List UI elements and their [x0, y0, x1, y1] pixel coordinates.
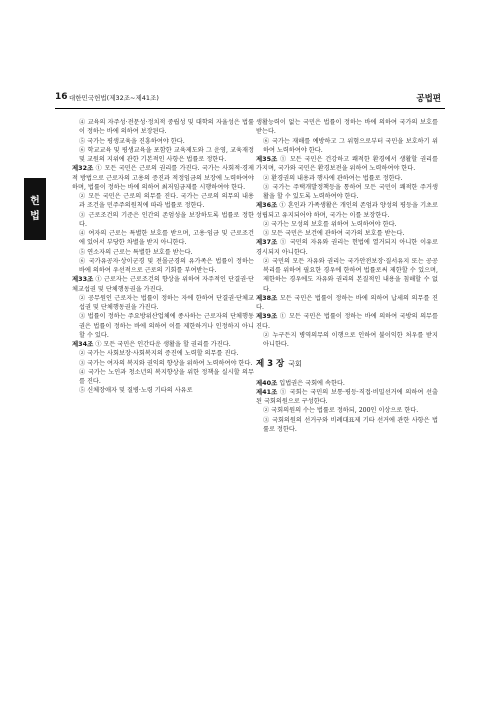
article-paragraph — [256, 312, 438, 331]
article-number: 제37조 — [256, 238, 278, 247]
paragraph-text: ⑥ 학교교육 및 평생교육을 포함한 교육제도와 그 운영, 교육재정 및 교원의 지위에 관한 기본적인 사항은 법률로 정한다. — [79, 146, 254, 163]
running-title: 대한민국헌법(제32조~제41조) — [69, 94, 159, 102]
paragraph-text: ① 국회는 국민의 보통·평등·직접·비밀선거에 의하여 선출된 국회의원으로 구성한다. — [256, 388, 438, 405]
chapter-label: 제 3 장 — [256, 359, 285, 370]
paragraph-text: ⑤ 신체장애자 및 질병·노령 기타의 사유로 — [79, 387, 193, 395]
paragraph-text: ⑤ 국가는 평생교육을 진흥하여야 한다. — [79, 137, 185, 145]
paragraph-text: ③ 국회의원의 선거구와 비례대표제 기타 선거에 관한 사항은 법률로 정한다. — [263, 416, 438, 433]
right-column-articles-bottom — [256, 379, 438, 435]
paragraph-text: ④ 교육의 자주성·전문성·정치적 중립성 및 대학의 자율성은 법률이 정하는 바에 의하여 보장된다. — [79, 119, 254, 136]
paragraph-text: ② 공무원인 근로자는 법률이 정하는 자에 한하여 단결권·단체교섭권 및 단체행동권을 가진다. — [79, 294, 254, 311]
article-number: 제40조 — [256, 378, 278, 387]
article-paragraph — [256, 388, 438, 407]
paragraph-text: 생활능력이 없는 국민은 법률이 정하는 바에 의하여 국가의 보호를 받는다. — [256, 119, 438, 136]
clause-paragraph — [72, 257, 254, 276]
paragraph-text: ① 모든 국민은 인간다운 생활을 할 권리를 가진다. — [95, 341, 231, 348]
clause-paragraph — [72, 312, 254, 340]
clause-paragraph — [72, 368, 254, 387]
paragraph-text: ① 모든 국민은 법률이 정하는 바에 의하여 국방의 의무를 진다. — [256, 313, 439, 330]
chapter-heading — [256, 360, 438, 369]
article-number: 제38조 — [256, 293, 278, 302]
paragraph-text: ⑤ 연소자의 근로는 특별한 보호를 받는다. — [79, 248, 193, 256]
paragraph-text: ① 모든 국민은 건강하고 쾌적한 환경에서 생활할 권리를 가지며, 국가와 국민은 환경보전을 위하여 노력하여야 한다. — [256, 156, 438, 173]
part-label: 공법편 — [416, 94, 441, 104]
article-paragraph — [256, 155, 438, 174]
clause-paragraph — [256, 118, 438, 137]
article-number: 제35조 — [256, 155, 278, 163]
paragraph-text: ③ 국가는 주택개발정책등을 통하여 모든 국민이 쾌적한 주거생활을 할 수 있도록 노력하여야 한다. — [263, 183, 438, 200]
page-header — [55, 90, 445, 108]
clause-paragraph — [72, 192, 254, 211]
right-column-articles-top — [256, 118, 438, 349]
side-tab — [24, 178, 46, 240]
side-tab-char: 헌 — [30, 196, 40, 207]
paragraph-text: ② 누구든지 병역의무의 이행으로 인하여 불이익한 처우를 받지 아니한다. — [263, 331, 438, 348]
paragraph-text: ① 근로자는 근로조건의 향상을 위하여 자주적인 단결권·단체교섭권 및 단체행동권을 가진다. — [72, 276, 254, 293]
paragraph-text: 모든 국민은 법률이 정하는 바에 의하여 납세의 의무를 진다. — [256, 294, 438, 311]
paragraph-text: ③ 국가는 여자의 복지와 권익의 향상을 위하여 노력하여야 한다. — [79, 359, 253, 367]
paragraph-text: ② 국회의원의 수는 법률로 정하되, 200인 이상으로 한다. — [263, 407, 419, 415]
clause-paragraph — [256, 416, 438, 435]
article-paragraph — [256, 379, 438, 388]
clause-paragraph — [256, 220, 438, 229]
side-tab-char: 법 — [30, 211, 40, 222]
paragraph-text: 입법권은 국회에 속한다. — [279, 379, 345, 387]
paragraph-text: ③ 근로조건의 기준은 인간의 존엄성을 보장하도록 법률로 정한다. — [79, 211, 254, 228]
clause-paragraph — [72, 118, 254, 137]
clause-paragraph — [256, 331, 438, 350]
paragraph-text: ② 환경권의 내용과 행사에 관하여는 법률로 정한다. — [263, 174, 403, 182]
article-number: 제39조 — [256, 312, 278, 321]
paragraph-text: ② 모든 국민은 근로의 의무를 진다. 국가는 근로의 의무의 내용과 조건을 민주주의원칙에 따라 법률로 정한다. — [79, 193, 254, 210]
article-paragraph — [72, 275, 254, 294]
clause-paragraph — [72, 294, 254, 313]
article-number: 제33조 — [72, 275, 94, 284]
article-paragraph — [256, 294, 438, 313]
clause-paragraph — [72, 248, 254, 257]
article-paragraph — [72, 164, 254, 192]
clause-paragraph — [256, 137, 438, 156]
clause-paragraph — [72, 386, 254, 395]
paragraph-text: ⑥ 국가는 재해를 예방하고 그 위험으로부터 국민을 보호하기 위하여 노력하여야 한다. — [263, 137, 438, 154]
paragraph-text: ④ 여자의 근로는 특별한 보호를 받으며, 고용·임금 및 근로조건에 있어서 부당한 차별을 받지 아니한다. — [79, 230, 254, 247]
paragraph-text: ③ 모든 국민은 보건에 관하여 국가의 보호를 받는다. — [263, 230, 405, 237]
paragraph-text: ① 국민의 자유와 권리는 헌법에 열거되지 아니한 이유로 경시되지 아니한다. — [256, 239, 438, 256]
paragraph-text: ⑥ 국가유공자·상이군경 및 전몰군경의 유가족은 법률이 정하는 바에 의하여 우선적으로 근로의 기회를 부여받는다. — [79, 257, 254, 274]
clause-paragraph — [72, 359, 254, 368]
paragraph-text: ② 국민의 모든 자유와 권리는 국가안전보장·질서유지 또는 공공복리를 위하여 필요한 경우에 한하여 법률로써 제한할 수 있으며, 제한하는 경우에도 자유와 권리의 본질적인 내용을 침해할 수 없다. — [263, 257, 438, 293]
article-number: 제32조 — [72, 164, 94, 173]
clause-paragraph — [72, 211, 254, 230]
article-paragraph — [72, 340, 254, 349]
article-paragraph — [256, 201, 438, 220]
clause-paragraph — [256, 183, 438, 202]
clause-paragraph — [72, 229, 254, 248]
paragraph-text: ② 국가는 사회보장·사회복지의 증진에 노력할 의무를 진다. — [79, 350, 239, 358]
clause-paragraph — [256, 229, 438, 238]
clause-paragraph — [72, 146, 254, 165]
clause-paragraph — [72, 137, 254, 146]
article-number: 제41조 — [256, 387, 278, 396]
page-number: 16 — [55, 92, 68, 102]
article-number: 제34조 — [72, 340, 94, 348]
paragraph-text: ② 국가는 모성의 보호를 위하여 노력하여야 한다. — [263, 220, 397, 228]
left-column — [72, 118, 254, 396]
clause-paragraph — [72, 349, 254, 358]
chapter-title: 국회 — [288, 360, 302, 369]
header-rule — [55, 108, 445, 109]
clause-paragraph — [256, 257, 438, 294]
article-paragraph — [256, 238, 438, 257]
paragraph-text: ① 혼인과 가족생활은 개인의 존엄과 양성의 평등을 기초로 성립되고 유지되어야 하며, 국가는 이를 보장한다. — [256, 202, 438, 219]
clause-paragraph — [256, 406, 438, 415]
article-number: 제36조 — [256, 201, 278, 210]
clause-paragraph — [256, 174, 438, 183]
paragraph-text: ① 모든 국민은 근로의 권리를 가진다. 국가는 사회적·경제적 방법으로 근로자의 고용의 증진과 적정임금의 보장에 노력하여야 하며, 법률이 정하는 바에 의하여 최저임금제를 시행하여야 한다. — [72, 165, 254, 191]
right-column — [256, 118, 438, 434]
paragraph-text: ④ 국가는 노인과 청소년의 복지향상을 위한 정책을 실시할 의무를 진다. — [79, 368, 254, 385]
paragraph-text: ③ 법률이 정하는 주요방위산업체에 종사하는 근로자의 단체행동권은 법률이 정하는 바에 의하여 이를 제한하거나 인정하지 아니할 수 있다. — [79, 313, 254, 339]
